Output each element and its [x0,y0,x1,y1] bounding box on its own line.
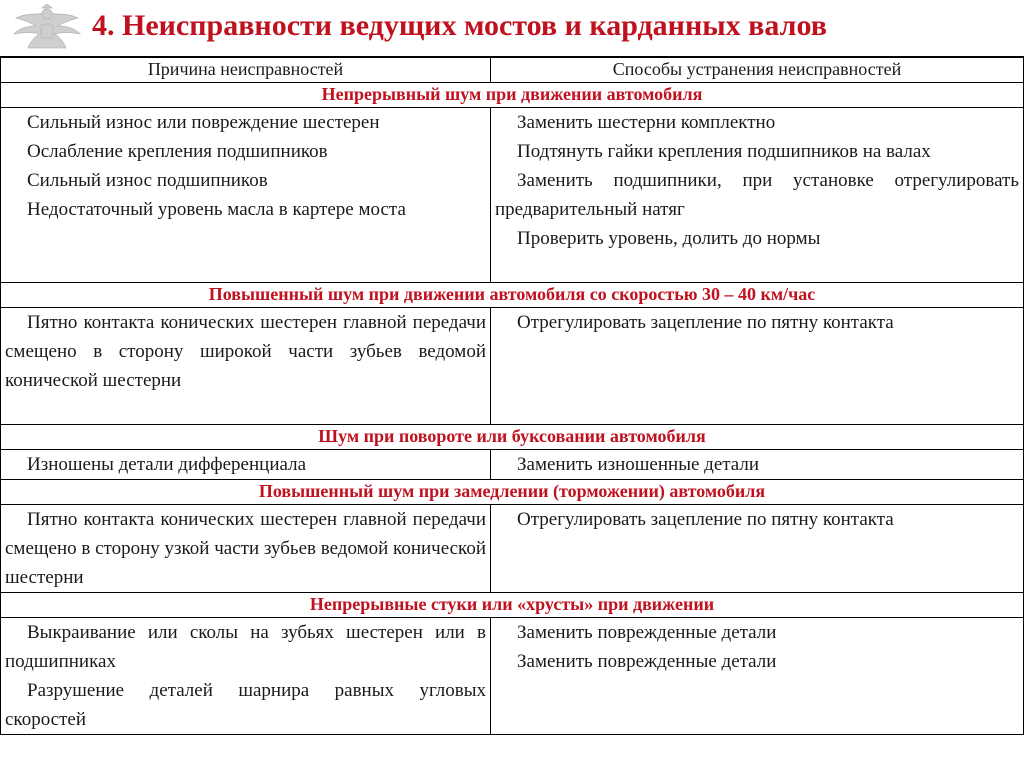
cause-item: Пятно контакта конических шестерен главной передачи смещено в сторону узкой части зубьев ведомой конической шестерни [5,509,486,588]
group-heading: Повышенный шум при движении автомобиля со скоростью 30 – 40 км/час [1,283,1024,308]
remedy-item: Подтянуть гайки крепления подшипников на валах [517,141,931,162]
remedy-cell [491,505,1024,593]
remedy-cell [491,450,1024,480]
remedy-cell [491,618,1024,735]
group-heading: Повышенный шум при замедлении (торможении) автомобиля [1,480,1024,505]
table-row [1,450,1024,480]
cause-cell [1,450,491,480]
remedy-cell [491,308,1024,425]
table-row [1,308,1024,425]
header-cause: Причина неисправностей [1,57,491,83]
group-heading-row [1,83,1024,108]
cause-item: Разрушение деталей шарнира равных угловых скоростей [5,680,486,730]
table-row [1,618,1024,735]
table-row [1,505,1024,593]
cause-cell [1,505,491,593]
remedy-item: Заменить шестерни комплектно [517,112,776,133]
cause-item: Ослабление крепления подшипников [27,141,328,162]
remedy-item: Отрегулировать зацепление по пятну контакта [517,312,894,333]
cause-cell [1,308,491,425]
cause-cell [1,618,491,735]
remedy-cell [491,108,1024,283]
group-heading-row [1,593,1024,618]
header-remedy: Способы устранения неисправностей [491,57,1024,83]
cause-cell [1,108,491,283]
group-heading: Непрерывные стуки или «хрусты» при движении [1,593,1024,618]
remedy-item: Отрегулировать зацепление по пятну контакта [517,509,894,530]
remedy-item: Заменить подшипники, при установке отрегулировать предварительный натяг [495,170,1019,220]
group-heading: Непрерывный шум при движении автомобиля [1,83,1024,108]
group-heading: Шум при повороте или буксовании автомобиля [1,425,1024,450]
group-heading-row [1,283,1024,308]
remedy-item: Заменить поврежденные детали [517,622,777,643]
cause-item: Недостаточный уровень масла в картере моста [27,199,406,220]
military-emblem-icon [6,4,88,50]
page-title: 4. Неисправности ведущих мостов и карданных валов [92,9,827,42]
cause-item: Сильный износ подшипников [27,170,268,191]
remedy-item: Заменить изношенные детали [517,454,760,475]
cause-item: Изношены детали дифференциала [27,454,307,475]
cause-item: Выкраивание или сколы на зубьях шестерен или в подшипниках [5,622,486,672]
faults-table [0,56,1024,735]
cause-item: Пятно контакта конических шестерен главной передачи смещено в сторону широкой части зубьев ведомой конической шестерни [5,312,486,391]
table-row [1,108,1024,283]
table-header-row [1,57,1024,83]
remedy-item: Заменить поврежденные детали [517,651,777,672]
remedy-item: Проверить уровень, долить до нормы [517,228,821,249]
cause-item: Сильный износ или повреждение шестерен [27,112,380,133]
group-heading-row [1,480,1024,505]
group-heading-row [1,425,1024,450]
